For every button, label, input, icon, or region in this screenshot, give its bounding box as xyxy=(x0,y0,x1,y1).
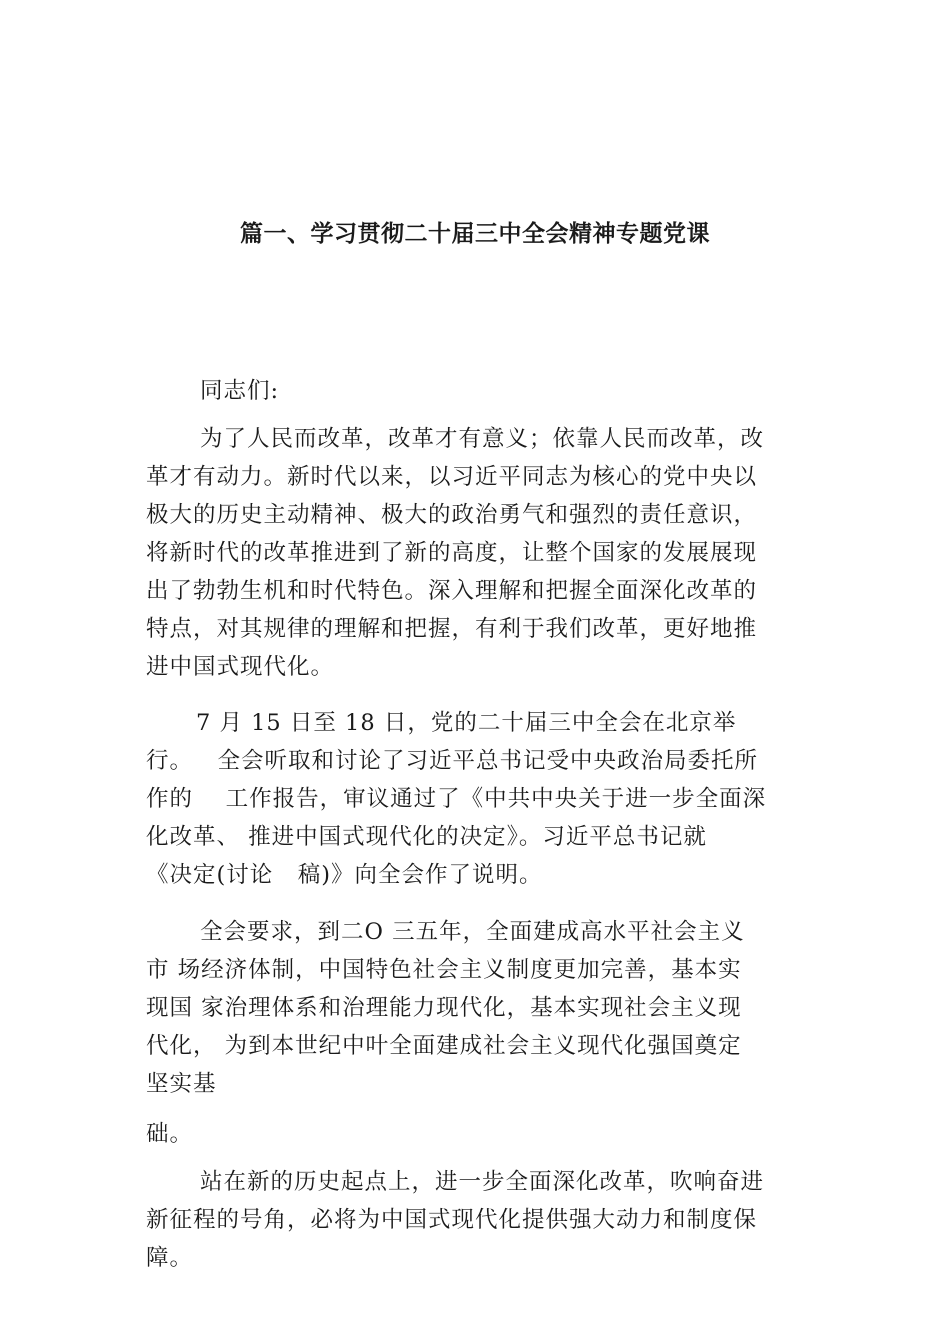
paragraph-1-line-3: 极大的历史主动精神、极大的政治勇气和强烈的责任意识， xyxy=(146,502,758,528)
paragraph-2-line-5: 《决定(讨论 稿)》向全会作了说明。 xyxy=(146,862,543,888)
paragraph-2-line-1: 7 月 15 日至 18 日，党的二十届三中全会在北京举 xyxy=(196,710,737,736)
paragraph-5-line-3: 障。 xyxy=(146,1245,194,1271)
paragraph-4-line-1: 础。 xyxy=(146,1121,194,1147)
paragraph-3-line-3: 现国 家治理体系和治理能力现代化，基本实现社会主义现 xyxy=(146,995,742,1021)
page-title: 篇一、学习贯彻二十届三中全会精神专题党课 xyxy=(240,221,710,247)
paragraph-3-line-2: 市 场经济体制，中国特色社会主义制度更加完善，基本实 xyxy=(146,957,742,983)
paragraph-1-line-1: 为了人民而改革，改革才有意义；依靠人民而改革，改 xyxy=(200,426,765,452)
paragraph-5-line-1: 站在新的历史起点上，进一步全面深化改革，吹响奋进 xyxy=(200,1169,765,1195)
paragraph-2-line-4: 化改革、 推进中国式现代化的决定》。习近平总书记就 xyxy=(146,824,707,850)
paragraph-2-line-2: 行。 全会听取和讨论了习近平总书记受中央政治局委托所 xyxy=(146,748,758,774)
paragraph-3-line-4: 代化， 为到本世纪中叶全面建成社会主义现代化强国奠定 xyxy=(146,1033,742,1059)
paragraph-1-line-6: 特点，对其规律的理解和把握，有利于我们改革，更好地推 xyxy=(146,616,758,642)
greeting: 同志们: xyxy=(200,378,280,404)
paragraph-5-line-2: 新征程的号角，必将为中国式现代化提供强大动力和制度保 xyxy=(146,1207,758,1233)
paragraph-3-line-1: 全会要求，到二O 三五年，全面建成高水平社会主义 xyxy=(200,919,745,945)
paragraph-1-line-2: 革才有动力。新时代以来，以习近平同志为核心的党中央以 xyxy=(146,464,758,490)
paragraph-2-line-3: 作的 工作报告，审议通过了《中共中央关于进一步全面深 xyxy=(146,786,767,812)
paragraph-1-line-7: 进中国式现代化。 xyxy=(146,654,335,680)
paragraph-1-line-5: 出了勃勃生机和时代特色。深入理解和把握全面深化改革的 xyxy=(146,578,758,604)
paragraph-1-line-4: 将新时代的改革推进到了新的高度，让整个国家的发展展现 xyxy=(146,540,758,566)
paragraph-3-line-5: 坚实基 xyxy=(146,1071,217,1097)
